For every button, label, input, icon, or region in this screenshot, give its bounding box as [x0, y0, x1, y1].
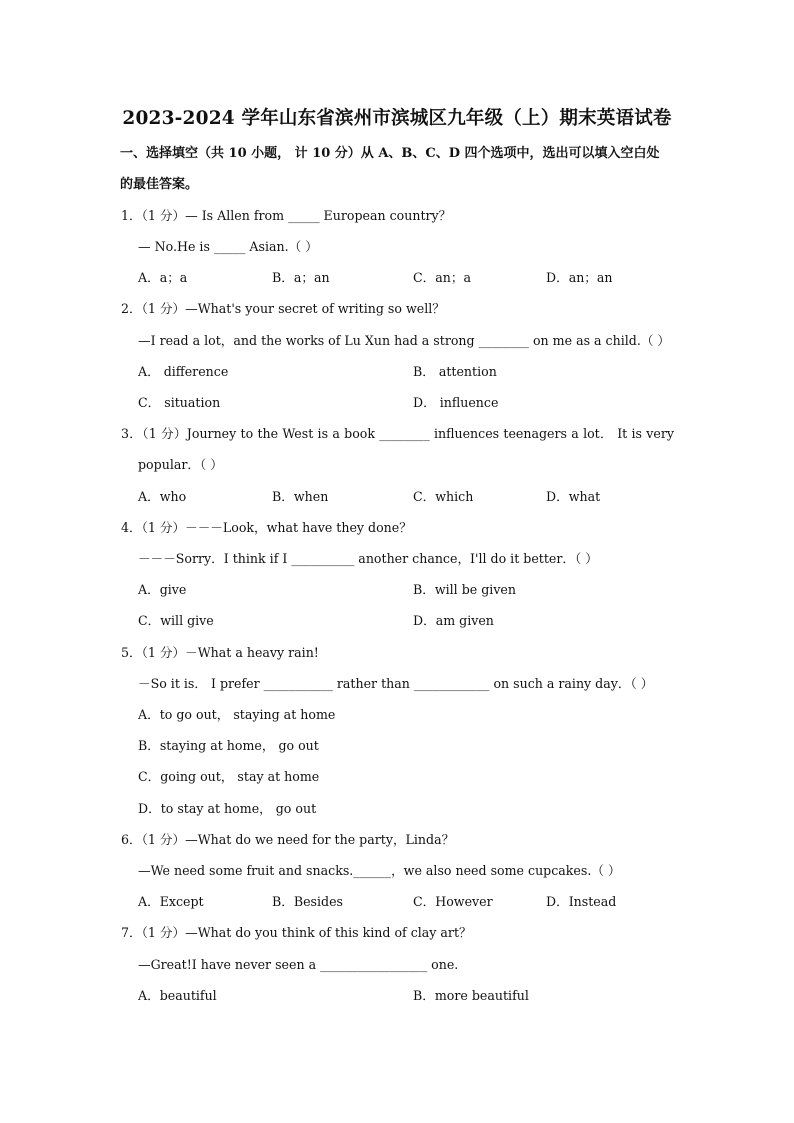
option-d: D．an；an: [546, 270, 613, 285]
question-stem: 5．（1 分）－What a heavy rain!: [121, 645, 319, 660]
option-b: B． attention: [413, 364, 497, 379]
option-a: A． difference: [138, 364, 229, 379]
option-a: A．beautiful: [138, 988, 217, 1003]
section-instruction-line-2: 的最佳答案。: [120, 177, 199, 192]
option-a: A．to go out， staying at home: [138, 707, 336, 722]
question-line: －So it is． I prefer ___________ rather than ____________ on such a rainy day．（ ）: [138, 676, 654, 691]
question-line: —I read a lot，and the works of Lu Xun had a strong ________ on me as a child.（ ）: [138, 333, 671, 348]
question-line: －－－Sorry．I think if I __________ another chance，I'll do it better．（ ）: [138, 551, 598, 566]
question-stem: 1．（1 分）— Is Allen from _____ European country？: [121, 208, 452, 223]
option-d: D．to stay at home， go out: [138, 801, 317, 816]
question-stem: 7．（1 分）—What do you think of this kind of clay art？: [121, 925, 472, 940]
option-d: D．Instead: [546, 894, 617, 909]
option-a: A．a；a: [138, 270, 188, 285]
question-line: — No.He is _____ Asian.（ ）: [138, 239, 318, 254]
option-c: C．going out， stay at home: [138, 769, 320, 784]
question-line: popular．（ ）: [138, 457, 223, 472]
option-d: D．what: [546, 489, 601, 504]
option-c: C．which: [413, 489, 474, 504]
option-b: B．staying at home， go out: [138, 738, 319, 753]
question-stem: 3．（1 分）Journey to the West is a book ________ influences teenagers a lot． It is very: [121, 426, 674, 441]
option-c: C． situation: [138, 395, 221, 410]
option-a: A．Except: [138, 894, 204, 909]
option-b: B．Besides: [272, 894, 344, 909]
question-line: —Great!I have never seen a _________________ one.: [138, 957, 459, 972]
option-b: B．a；an: [272, 270, 330, 285]
question-line: —We need some fruit and snacks.______，we also need some cupcakes.（ ）: [138, 863, 621, 878]
page-title: 2023-2024 学年山东省滨州市滨城区九年级（上）期末英语试卷: [122, 108, 672, 129]
option-b: B．will be given: [413, 582, 517, 597]
option-d: D． influence: [413, 395, 499, 410]
option-a: A．who: [138, 489, 187, 504]
section-instruction-line-1: 一、选择填空（共 10 小题， 计 10 分）从 A、B、C、D 四个选项中，选出可以填入空白处: [120, 146, 660, 161]
option-b: B．when: [272, 489, 329, 504]
option-b: B．more beautiful: [413, 988, 529, 1003]
question-stem: 4．（1 分）－－－Look，what have they done？: [121, 520, 412, 535]
question-stem: 6．（1 分）—What do we need for the party，Linda？: [121, 832, 455, 847]
option-a: A．give: [138, 582, 187, 597]
question-stem: 2．（1 分）—What's your secret of writing so well？: [121, 301, 445, 316]
option-c: C．However: [413, 894, 493, 909]
option-c: C．will give: [138, 613, 214, 628]
option-c: C．an；a: [413, 270, 471, 285]
option-d: D．am given: [413, 613, 494, 628]
